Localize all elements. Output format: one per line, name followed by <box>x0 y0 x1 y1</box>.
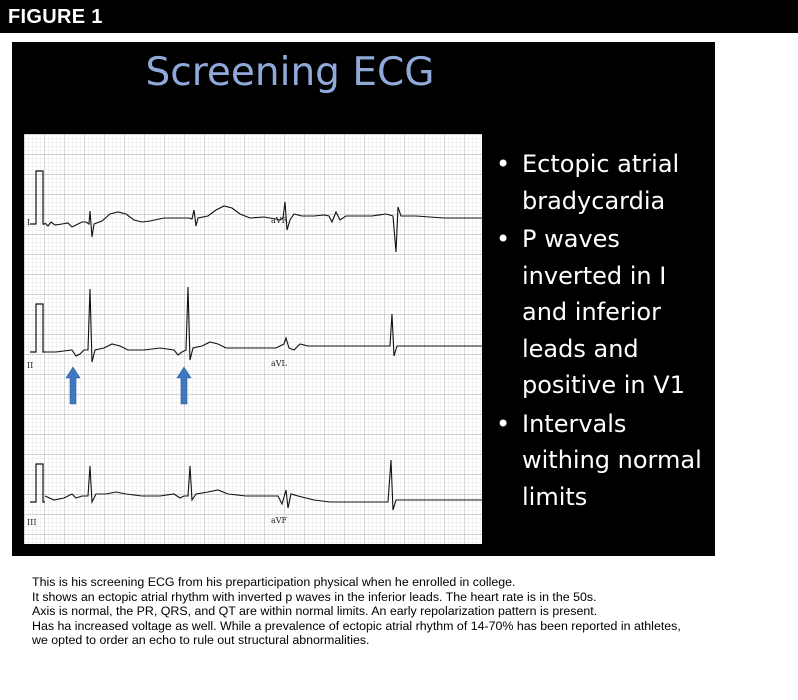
slide-title: Screening ECG <box>145 50 435 95</box>
lead-label-iii: III <box>27 518 37 527</box>
bullet-list <box>490 146 710 517</box>
figure-label: FIGURE 1 <box>8 6 103 28</box>
bullet-item <box>490 146 710 219</box>
bullet-dot-icon: • <box>496 409 511 438</box>
figure-caption <box>32 575 792 648</box>
lead-label-i: I <box>27 218 31 227</box>
caption-line: This is his screening ECG from his preparticipation physical when he enrolled in college. <box>32 575 516 589</box>
lead-label-avf: aVF <box>271 516 288 525</box>
ecg-strip <box>24 134 482 544</box>
ecg-graphic <box>24 134 482 544</box>
bullet-text: Ectopic atrial bradycardia <box>522 150 680 215</box>
lead-label-avr: aVR <box>271 216 288 225</box>
slide <box>12 42 715 556</box>
caption-line: we opted to order an echo to rule out structural abnormalities. <box>32 633 370 648</box>
lead-label-ii: II <box>27 361 34 370</box>
bullet-text: Intervals withing normal limits <box>522 409 702 511</box>
figure-header-bar <box>0 0 798 33</box>
caption-line: It shows an ectopic atrial rhythm with inverted p waves in the inferior leads. The heart rate is in the 50s. <box>32 589 597 604</box>
bullet-dot-icon: • <box>496 150 511 178</box>
bullet-dot-icon: • <box>496 225 511 253</box>
bullet-text: P waves inverted in I and inferior leads and positive in V1 <box>522 225 685 399</box>
ecg-grid <box>24 134 482 544</box>
caption-line: Has ha increased voltage as well. While a prevalence of ectopic atrial rhythm of 14-70% has been reported in athletes, <box>32 618 681 633</box>
caption-line: Axis is normal, the PR, QRS, and QT are within normal limits. An early repolarization pattern is present. <box>32 604 598 619</box>
lead-label-avl: aVL <box>271 359 287 368</box>
bullet-item <box>490 406 710 516</box>
bullet-item <box>490 221 710 404</box>
